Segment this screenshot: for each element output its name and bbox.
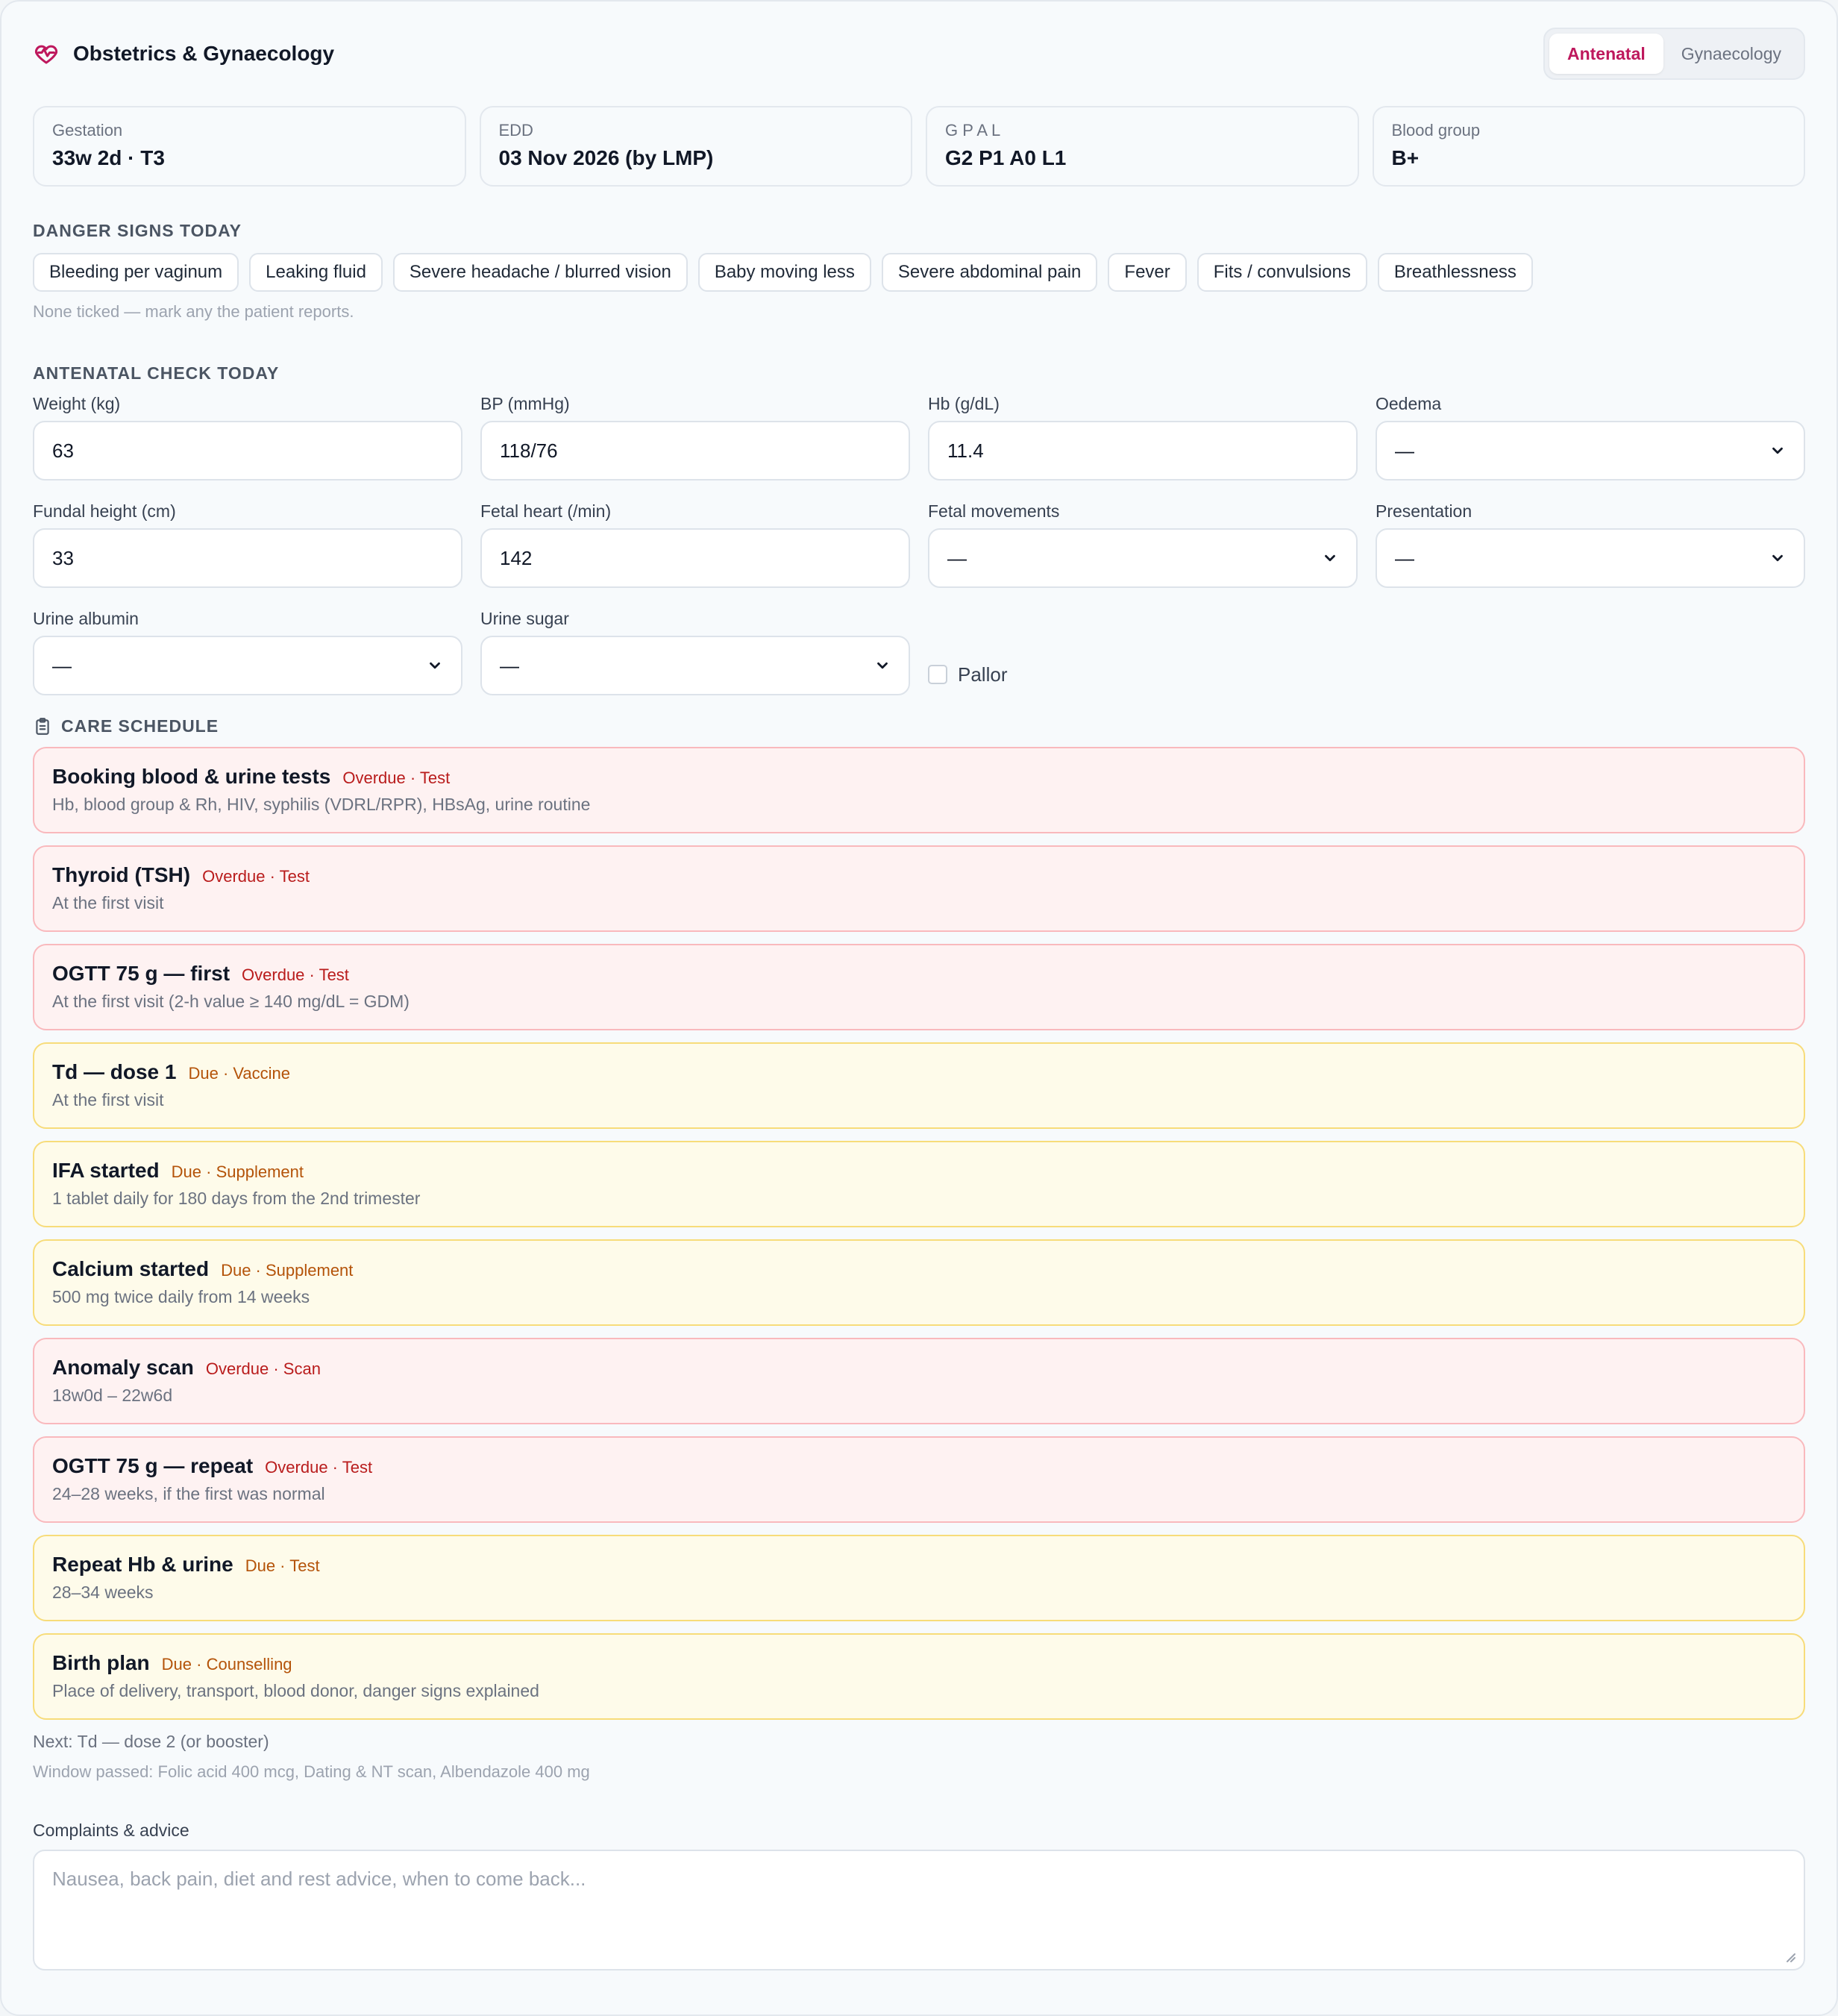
care-item-title: OGTT 75 g — first <box>52 962 230 985</box>
tab-gynaecology[interactable]: Gynaecology <box>1681 43 1781 63</box>
care-item-header <box>52 1060 1786 1084</box>
summary-edd <box>480 106 913 187</box>
chevron-down-icon <box>1769 442 1786 459</box>
care-item[interactable] <box>33 1141 1805 1227</box>
care-item-title: Thyroid (TSH) <box>52 863 191 886</box>
field-label: Urine sugar <box>480 609 569 628</box>
care-item-description: 500 mg twice daily from 14 weeks <box>52 1287 310 1306</box>
care-item-status: Overdue · Test <box>242 965 349 984</box>
summary-label: Gestation <box>52 121 123 140</box>
urine-albumin-select[interactable] <box>33 636 462 695</box>
care-item-description: At the first visit <box>52 1090 164 1109</box>
antenatal-check-heading: ANTENATAL CHECK TODAY <box>33 363 280 383</box>
care-item-status: Overdue · Test <box>265 1458 373 1477</box>
chevron-down-icon <box>1322 550 1338 566</box>
care-item-title: Repeat Hb & urine <box>52 1553 233 1576</box>
field-label: Presentation <box>1376 501 1472 521</box>
field-label: Weight (kg) <box>33 394 121 413</box>
pallor-label: Pallor <box>958 663 1008 686</box>
summary-label: G P A L <box>945 121 1001 140</box>
chevron-down-icon <box>1769 550 1786 566</box>
summary-gpal <box>926 106 1359 187</box>
care-item-status: Due · Counselling <box>161 1655 292 1674</box>
care-item-status: Due · Test <box>245 1556 320 1575</box>
care-item-header <box>52 962 1786 986</box>
presentation-select[interactable] <box>1376 528 1805 588</box>
select-value: — <box>52 654 72 677</box>
tab-antenatal[interactable]: Antenatal <box>1549 34 1663 74</box>
danger-sign-chip[interactable]: Leaking fluid <box>249 253 383 292</box>
care-item-status: Due · Supplement <box>171 1162 304 1181</box>
field-urine-sugar <box>480 606 910 713</box>
summary-value: B+ <box>1391 146 1420 169</box>
care-item-status: Overdue · Scan <box>205 1359 321 1378</box>
care-item[interactable] <box>33 1436 1805 1523</box>
window-passed-note: Window passed: Folic acid 400 mcg, Dating & NT scan, Albendazole 400 mg <box>33 1762 590 1781</box>
care-item-title: Booking blood & urine tests <box>52 765 331 788</box>
care-item-description: 18w0d – 22w6d <box>52 1386 173 1405</box>
care-item-header <box>52 1454 1786 1478</box>
heart-pulse-icon <box>33 40 60 67</box>
care-item-description: Place of delivery, transport, blood donor, danger signs explained <box>52 1681 539 1700</box>
urine-sugar-select[interactable] <box>480 636 910 695</box>
chevron-down-icon <box>427 657 443 674</box>
care-item-description: At the first visit <box>52 893 164 912</box>
care-item-description: Hb, blood group & Rh, HIV, syphilis (VDRL/RPR), HBsAg, urine routine <box>52 795 591 814</box>
field-fetal-movements <box>928 498 1358 606</box>
mode-toggle <box>1543 28 1805 80</box>
hb-input[interactable]: 11.4 <box>928 421 1358 480</box>
care-item-description: At the first visit (2-h value ≥ 140 mg/dL = GDM) <box>52 992 410 1011</box>
care-item[interactable] <box>33 1338 1805 1424</box>
summary-gestation <box>33 106 466 187</box>
title-wrap <box>33 40 334 67</box>
care-item-status: Due · Vaccine <box>188 1064 291 1083</box>
care-item-status: Overdue · Test <box>202 867 310 886</box>
care-schedule-list <box>33 747 1805 1720</box>
care-item-header <box>52 1651 1786 1675</box>
weight-input[interactable]: 63 <box>33 421 462 480</box>
field-urine-albumin <box>33 606 462 713</box>
danger-sign-chip[interactable]: Severe headache / blurred vision <box>393 253 688 292</box>
field-presentation <box>1376 498 1805 606</box>
field-label: BP (mmHg) <box>480 394 570 413</box>
complaints-label: Complaints & advice <box>33 1821 189 1840</box>
care-item[interactable] <box>33 747 1805 833</box>
danger-sign-chip[interactable]: Severe abdominal pain <box>882 253 1098 292</box>
care-item-description: 28–34 weeks <box>52 1583 154 1602</box>
care-item-title: Calcium started <box>52 1257 210 1280</box>
field-label: Fundal height (cm) <box>33 501 176 521</box>
care-item-header <box>52 1356 1786 1380</box>
summary-blood-group <box>1373 106 1806 187</box>
care-item[interactable] <box>33 1042 1805 1129</box>
resize-handle-icon[interactable] <box>1783 1950 1796 1963</box>
care-item[interactable] <box>33 845 1805 932</box>
danger-sign-chip[interactable]: Baby moving less <box>698 253 871 292</box>
pallor-checkbox[interactable] <box>928 665 947 684</box>
care-schedule-heading <box>33 716 1805 736</box>
danger-signs-list <box>33 253 1805 292</box>
fundal-height-input[interactable]: 33 <box>33 528 462 588</box>
clipboard-icon <box>33 717 52 736</box>
care-item-header <box>52 765 1786 789</box>
care-item-header <box>52 863 1786 887</box>
select-value: — <box>1395 439 1414 462</box>
summary-label: EDD <box>498 121 533 140</box>
care-item-description: 1 tablet daily for 180 days from the 2nd trimester <box>52 1189 421 1208</box>
field-label: Fetal movements <box>928 501 1060 521</box>
field-pallor <box>928 606 1358 713</box>
select-value: — <box>1395 546 1414 569</box>
danger-sign-chip[interactable]: Bleeding per vaginum <box>33 253 239 292</box>
field-hb <box>928 391 1358 498</box>
care-item-title: Td — dose 1 <box>52 1060 177 1083</box>
complaints-textarea[interactable] <box>33 1850 1805 1970</box>
chevron-down-icon <box>874 657 891 674</box>
field-label: Fetal heart (/min) <box>480 501 612 521</box>
danger-signs-hint: None ticked — mark any the patient reports. <box>33 302 354 321</box>
field-bp <box>480 391 910 498</box>
danger-sign-chip[interactable]: Breathlessness <box>1378 253 1533 292</box>
field-oedema <box>1376 391 1805 498</box>
danger-sign-chip[interactable]: Fits / convulsions <box>1197 253 1367 292</box>
summary-value: G2 P1 A0 L1 <box>945 146 1067 169</box>
field-fundal-height <box>33 498 462 606</box>
complaints-placeholder: Nausea, back pain, diet and rest advice, when to come back... <box>52 1868 586 1890</box>
field-weight <box>33 391 462 498</box>
summary-value: 33w 2d · T3 <box>52 146 165 169</box>
care-item[interactable] <box>33 1239 1805 1326</box>
care-item-status: Due · Supplement <box>221 1261 354 1280</box>
care-schedule-title: CARE SCHEDULE <box>61 716 219 736</box>
care-item-title: OGTT 75 g — repeat <box>52 1454 254 1477</box>
fetal-heart-input[interactable]: 142 <box>480 528 910 588</box>
care-item-description: 24–28 weeks, if the first was normal <box>52 1484 325 1503</box>
care-item[interactable] <box>33 944 1805 1030</box>
field-label: Hb (g/dL) <box>928 394 1000 413</box>
oedema-select[interactable] <box>1376 421 1805 480</box>
care-item-title: Birth plan <box>52 1651 150 1674</box>
danger-signs-heading: DANGER SIGNS TODAY <box>33 221 242 240</box>
field-label: Urine albumin <box>33 609 139 628</box>
field-fetal-heart <box>480 498 910 606</box>
care-item-status: Overdue · Test <box>342 768 451 787</box>
care-item-title: IFA started <box>52 1159 160 1182</box>
bp-input[interactable]: 118/76 <box>480 421 910 480</box>
care-item-header <box>52 1553 1786 1577</box>
care-item[interactable] <box>33 1633 1805 1720</box>
summary-label: Blood group <box>1391 121 1481 140</box>
field-label: Oedema <box>1376 394 1442 413</box>
care-item-header <box>52 1257 1786 1281</box>
select-value: — <box>947 546 967 569</box>
summary-row <box>33 106 1805 187</box>
fetal-movements-select[interactable] <box>928 528 1358 588</box>
danger-sign-chip[interactable]: Fever <box>1108 253 1186 292</box>
care-item-title: Anomaly scan <box>52 1356 194 1379</box>
antenatal-check-grid <box>33 391 1805 713</box>
page-title: Obstetrics & Gynaecology <box>73 42 335 65</box>
select-value: — <box>500 654 519 677</box>
next-item-note: Next: Td — dose 2 (or booster) <box>33 1732 269 1751</box>
care-item-header <box>52 1159 1786 1183</box>
panel-header <box>33 1 1805 106</box>
summary-value: 03 Nov 2026 (by LMP) <box>498 146 714 169</box>
care-item[interactable] <box>33 1535 1805 1621</box>
